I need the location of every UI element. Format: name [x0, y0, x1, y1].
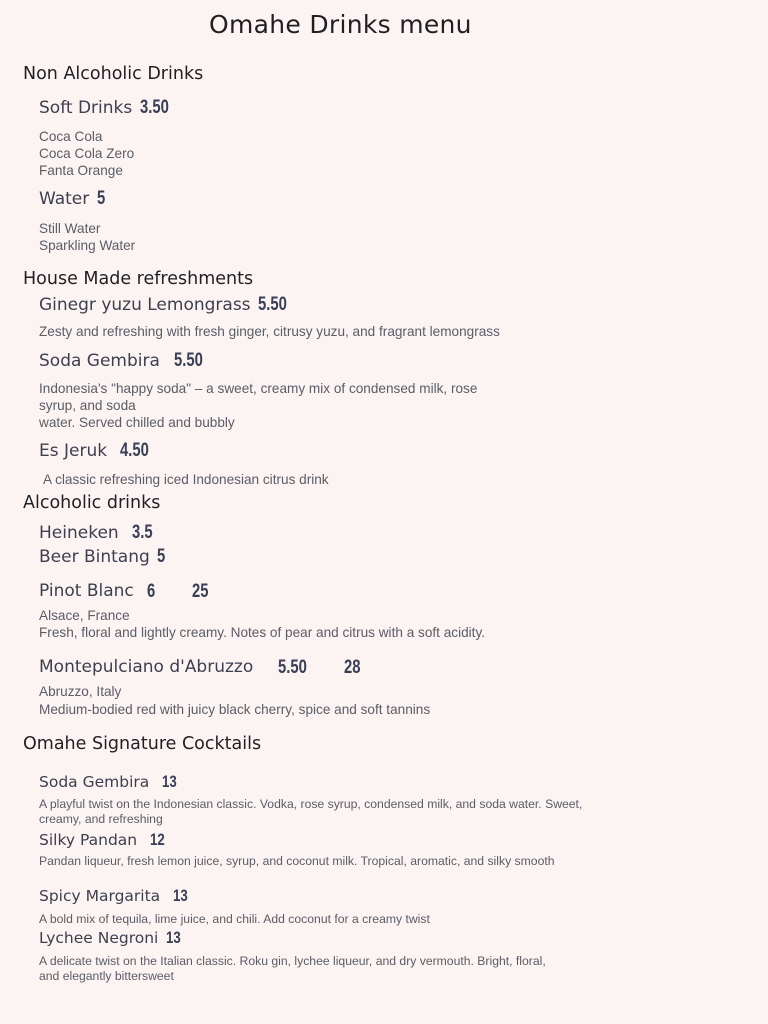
item-description: A bold mix of tequila, lime juice, and chili. Add coconut for a creamy twist — [39, 912, 430, 926]
menu-item-beer-bintang — [39, 546, 167, 568]
glass-price — [278, 657, 315, 679]
menu-item-lychee-negroni — [39, 928, 185, 948]
item-description: A playful twist on the Indonesian classic. Vodka, rose syrup, condensed milk, and soda water. Sweet, creamy, and refreshing — [39, 797, 583, 826]
option-item: Sparkling Water — [39, 238, 136, 253]
item-price: 3.5 — [131, 522, 153, 543]
item-description: A delicate twist on the Italian classic. Roku gin, lychee liqueur, and dry vermouth. Bright, floral, and elegantly bittersweet — [39, 954, 546, 983]
section-heading-house-made: House Made refreshments — [23, 269, 254, 289]
menu-item-silky-pandan — [39, 830, 169, 850]
item-price: 13 — [173, 886, 189, 905]
item-description: A classic refreshing iced Indonesian citrus drink — [43, 472, 329, 487]
option-item: Coca Cola Zero — [39, 146, 135, 161]
item-name: Ginegr yuzu Lemongrass — [39, 295, 251, 315]
bottle-price — [344, 657, 365, 679]
menu-item-heineken — [39, 522, 158, 544]
item-price: 12 — [150, 830, 165, 849]
description-line: Indonesia's "happy soda" – a sweet, creamy mix of condensed milk, rose — [39, 381, 478, 396]
menu-item-soft-drinks — [39, 97, 177, 119]
item-name: Beer Bintang — [39, 547, 150, 567]
option-item: Still Water — [39, 221, 101, 236]
option-list — [39, 220, 135, 254]
item-description: Fresh, floral and lightly creamy. Notes of pear and citrus with a soft acidity. — [39, 625, 486, 640]
item-name: Spicy Margarita — [39, 887, 161, 905]
description-line: syrup, and soda — [39, 398, 136, 413]
wine-origin: Alsace, France — [39, 608, 130, 623]
glass-price — [147, 581, 158, 603]
item-price: 6 — [147, 581, 156, 602]
description-line: water. Served chilled and bubbly — [39, 415, 235, 430]
menu-item-montepulciano — [39, 657, 253, 677]
item-description: Medium-bodied red with juicy black cherry, spice and soft tannins — [39, 702, 431, 717]
menu-item-water — [39, 188, 108, 210]
item-price: 13 — [162, 772, 178, 791]
item-price: 5.50 — [278, 657, 307, 678]
item-description — [39, 380, 477, 431]
menu-item-cocktail-soda-gembira — [39, 772, 181, 792]
item-name: Lychee Negroni — [39, 929, 159, 947]
item-price: 5.50 — [257, 294, 287, 315]
item-description: Pandan liqueur, fresh lemon juice, syrup, and coconut milk. Tropical, aromatic, and silky smooth — [39, 854, 555, 868]
item-name: Montepulciano d'Abruzzo — [39, 657, 254, 677]
bottle-price — [192, 581, 213, 603]
menu-item-ginger-yuzu — [39, 294, 295, 316]
section-heading-non-alcoholic: Non Alcoholic Drinks — [23, 64, 204, 84]
menu-item-soda-gembira — [39, 350, 211, 372]
option-list — [39, 128, 134, 179]
section-heading-alcoholic: Alcoholic drinks — [23, 493, 161, 513]
item-description: Zesty and refreshing with fresh ginger, citrusy yuzu, and fragrant lemongrass — [39, 324, 500, 339]
menu-item-es-jeruk — [39, 440, 157, 462]
item-price: 25 — [192, 581, 209, 602]
option-item: Coca Cola — [39, 129, 103, 144]
menu-title: Omahe Drinks menu — [209, 10, 472, 39]
wine-origin: Abruzzo, Italy — [39, 684, 122, 699]
item-name: Silky Pandan — [39, 831, 138, 849]
item-price: 5 — [97, 188, 106, 209]
menu-item-pinot-blanc — [39, 581, 134, 601]
item-name: Soda Gembira — [39, 351, 160, 371]
item-name: Es Jeruk — [39, 441, 108, 461]
item-name: Heineken — [39, 523, 119, 543]
menu-item-spicy-margarita — [39, 886, 192, 906]
section-heading-cocktails: Omahe Signature Cocktails — [23, 734, 262, 754]
item-price: 3.50 — [140, 97, 170, 118]
item-name: Water — [39, 189, 90, 209]
option-item: Fanta Orange — [39, 163, 123, 178]
item-price: 4.50 — [120, 440, 150, 461]
item-price: 5 — [156, 546, 166, 567]
item-name: Pinot Blanc — [39, 581, 134, 601]
item-price: 28 — [344, 657, 361, 678]
item-name: Soft Drinks — [39, 98, 133, 118]
item-price: 13 — [166, 928, 182, 947]
item-price: 5.50 — [174, 350, 203, 371]
item-name: Soda Gembira — [39, 773, 150, 791]
